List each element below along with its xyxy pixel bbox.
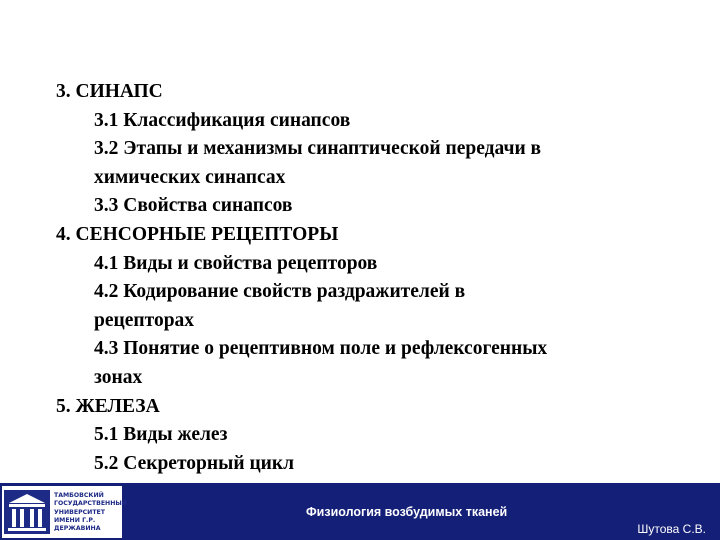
logo-line: УНИВЕРСИТЕТ (54, 508, 105, 516)
course-title: Физиология возбудимых тканей (306, 505, 508, 519)
outline-item-3-1: 3.1 Классификация синапсов (94, 109, 351, 131)
university-logo (2, 486, 127, 538)
university-building-icon (4, 490, 50, 534)
outline-item-3-2: 3.2 Этапы и механизмы синаптической передачи в (94, 138, 542, 160)
logo-line: ИМЕНИ Г.Р. ДЕРЖАВИНА (54, 516, 101, 533)
slide-footer (0, 483, 720, 540)
logo-caption (54, 492, 127, 533)
outline-item-4-2: 4.2 Кодирование свойств раздражителей в (94, 281, 466, 303)
outline-item-3-3: 3.3 Свойства синапсов (94, 195, 293, 217)
logo-line: ТАМБОВСКИЙ (54, 492, 104, 499)
slide-outline (56, 78, 676, 478)
outline-section-4: 4. СЕНСОРНЫЕ РЕЦЕПТОРЫ (56, 223, 339, 245)
outline-item-3-2-cont: химических синапсах (94, 166, 286, 188)
outline-item-4-2-cont: рецепторах (94, 309, 195, 331)
outline-item-5-1: 5.1 Виды желез (94, 424, 228, 446)
logo-line: ГОСУДАРСТВЕННЫЙ (54, 500, 127, 508)
outline-item-5-2: 5.2 Секреторный цикл (94, 452, 295, 474)
outline-section-3: 3. СИНАПС (56, 81, 163, 102)
outline-item-4-3: 4.3 Понятие о рецептивном поле и рефлексогенных (94, 338, 548, 360)
author-name: Шутова С.В. (637, 522, 706, 536)
outline-section-5: 5. ЖЕЛЕЗА (56, 395, 160, 417)
outline-item-4-1: 4.1 Виды и свойства рецепторов (94, 252, 378, 274)
outline-item-4-3-cont: зонах (94, 366, 143, 388)
